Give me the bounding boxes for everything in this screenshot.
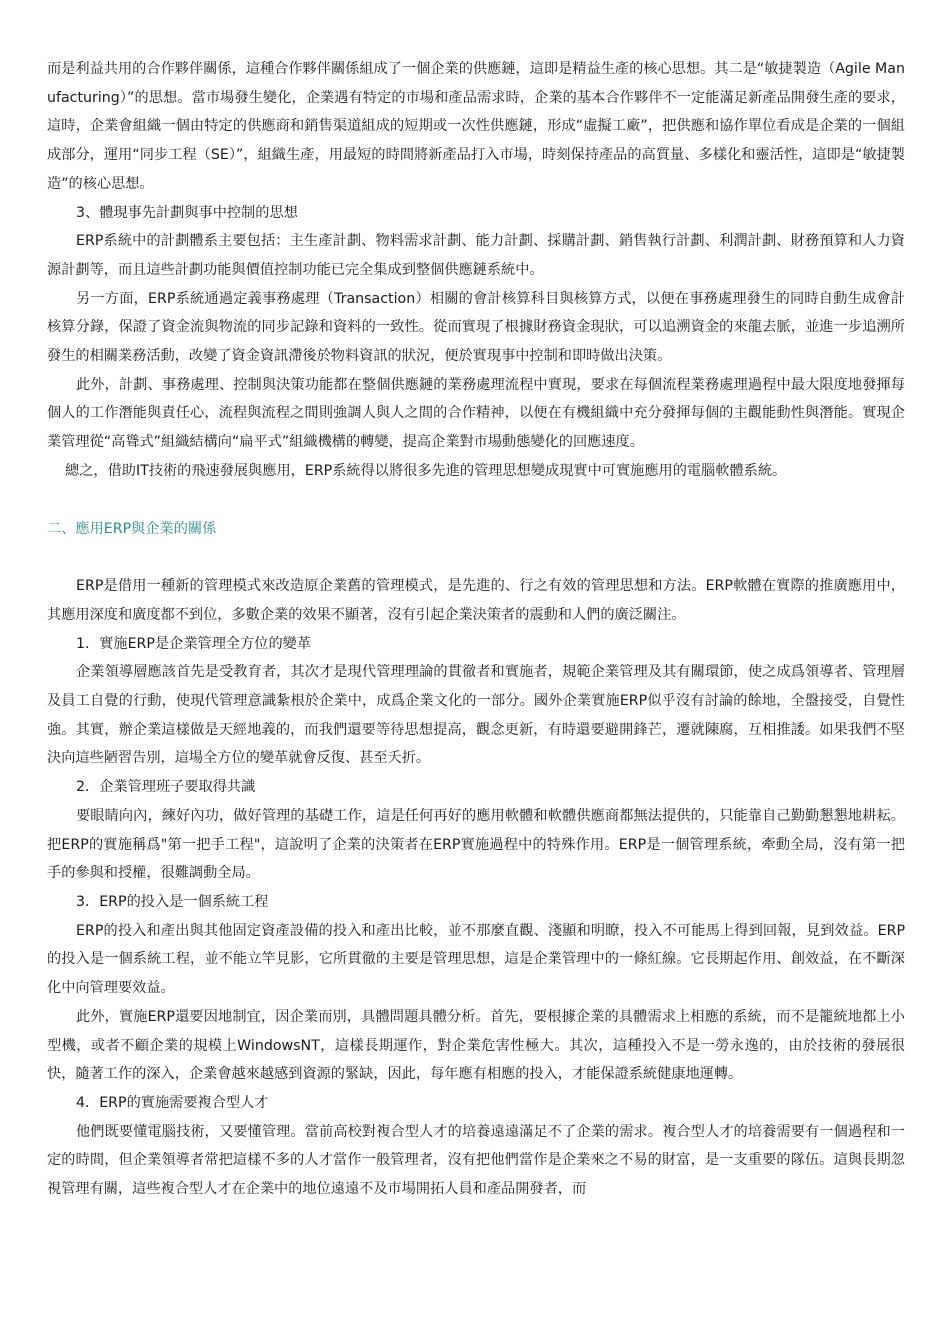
paragraph-planning-system: ERP系統中的計劃體系主要包括：主生產計劃、物料需求計劃、能力計劃、採購計劃、銷售執行計劃、利潤計劃、財務預算和人力資源計劃等，而且這些計劃功能與價值控制功能已完全集成到整個供應鏈系統中。: [47, 233, 905, 278]
document-page: [47, 55, 905, 1204]
heading-planning-control: 3、體現事先計劃與事中控制的思想: [76, 204, 298, 221]
heading-1-reform: 1．實施ERP是企業管理全方位的變革: [76, 635, 312, 652]
paragraph-talent: 他們既要懂電腦技術，又要懂管理。當前高校對複合型人才的培養遠遠滿足不了企業的需求。複合型人才的培養需要有一個過程和一定的時間，但企業領導者常把這樣不多的人才當作一般管理者，沒有把他們當作是企業來之不易的財富，是一支重要的隊伍。這與長期忽視管理有關，這些複合型人才在企業中的地位遠遠不及市場開拓人員和產品開發者，而: [47, 1123, 905, 1198]
paragraph-erp-intro: ERP是借用一種新的管理模式來改造原企業舊的管理模式，是先進的、行之有效的管理思想和方法。ERP軟體在實際的推廣應用中，其應用深度和廣度都不到位，多數企業的效果不顯著，沒有引起企業決策者的震動和人們的廣泛關注。: [47, 578, 905, 623]
paragraph-process-control: 此外，計劃、事務處理、控制與決策功能都在整個供應鏈的業務處理流程中實現，要求在每個流程業務處理過程中最大限度地發揮每個人的工作潛能與責任心，流程與流程之間則強調人與人之間的合作精神，以便在有機組織中充分發揮每個的主觀能動性與潛能。實現企業管理從“高聳式”組織結構向“扁平式”組織機構的轉變，提高企業對市場動態變化的回應速度。: [47, 376, 905, 451]
paragraph-leadership: 企業領導層應該首先是受教育者，其次才是現代管理理論的貫徹者和實施者，規範企業管理及其有關環節，使之成爲領導者、管理層及員工自覺的行動，使現代管理意識紮根於企業中，成爲企業文化的一部分。國外企業實施ERP似乎沒有討論的餘地，全盤接受，自覺性強。其實，辦企業這樣做是天經地義的，而我們還要等待思想提高，觀念更新，有時還要避開鋒芒，遷就陳腐，互相推諉。如果我們不堅決向這些陋習告別，這場全方位的變革就會反復、甚至夭折。: [47, 664, 905, 767]
section-title: 二、應用ERP與企業的關係: [47, 520, 217, 537]
paragraph-adaptation: 此外，實施ERP還要因地制宜，因企業而別，具體問題具體分析。首先，要根據企業的具體需求上相應的系統，而不是籠統地都上小型機，或者不顧企業的規模上WindowsNT，這樣長期運作，對企業危害性極大。其次，這種投入不是一勞永逸的，由於技術的發展很快，隨著工作的深入，企業會越來越感到資源的緊缺，因此，每年應有相應的投入，才能保證系統健康地運轉。: [47, 1008, 905, 1083]
paragraph-lean-agile: 而是利益共用的合作夥伴關係，這種合作夥伴關係組成了一個企業的供應鏈，這即是精益生產的核心思想。其二是“敏捷製造（Agile Manufacturing）”的思想。當市場發生變化，企業遇有特定的市場和產品需求時，企業的基本合作夥伴不一定能滿足新產品開發生產的要求，這時，企業會組織一個由特定的供應商和銷售渠道組成的短期或一次性供應鏈，形成“虛擬工廠”，把供應和協作單位看成是企業的一個組成部分，運用“同步工程（SE）”，組織生產，用最短的時間將新產品打入市場，時刻保持產品的高質量、多樣化和靈活性，這即是“敏捷製造”的核心思想。: [47, 61, 905, 192]
heading-4-talent: 4．ERP的實施需要複合型人才: [76, 1094, 269, 1111]
paragraph-transaction: 另一方面，ERP系統通過定義事務處理（Transaction）相關的會計核算科目與核算方式，以便在事務處理發生的同時自動生成會計核算分錄，保證了資金流與物流的同步記錄和資料的一致性。從而實現了根據財務資金現狀，可以追溯資金的來龍去脈，並進一步追溯所發生的相關業務活動，改變了資金資訊滯後於物料資訊的狀況，便於實現事中控制和即時做出決策。: [47, 290, 905, 365]
paragraph-investment: ERP的投入和產出與其他固定資產設備的投入和產出比較，並不那麼直觀、淺顯和明瞭，投入不可能馬上得到回報，見到效益。ERP的投入是一個系統工程，並不能立竿見影，它所貫徹的主要是管理思想，這是企業管理中的一條紅線。它長期起作用、創效益，在不斷深化中向管理要效益。: [47, 922, 905, 997]
heading-3-investment: 3．ERP的投入是一個系統工程: [76, 893, 269, 910]
heading-2-consensus: 2．企業管理班子要取得共識: [76, 779, 256, 796]
paragraph-summary: 總之，借助IT技術的飛速發展與應用，ERP系統得以將很多先進的管理思想變成現實中可實施應用的電腦軟體系統。: [65, 462, 787, 479]
paragraph-internal-work: 要眼睛向內，練好內功，做好管理的基礎工作，這是任何再好的應用軟體和軟體供應商都無法提供的，只能靠自己勤勤懇懇地耕耘。把ERP的實施稱爲"第一把手工程"，這說明了企業的決策者在ERP實施過程中的特殊作用。ERP是一個管理系統，牽動全局，沒有第一把手的參與和授權，很難調動全局。: [47, 807, 905, 882]
